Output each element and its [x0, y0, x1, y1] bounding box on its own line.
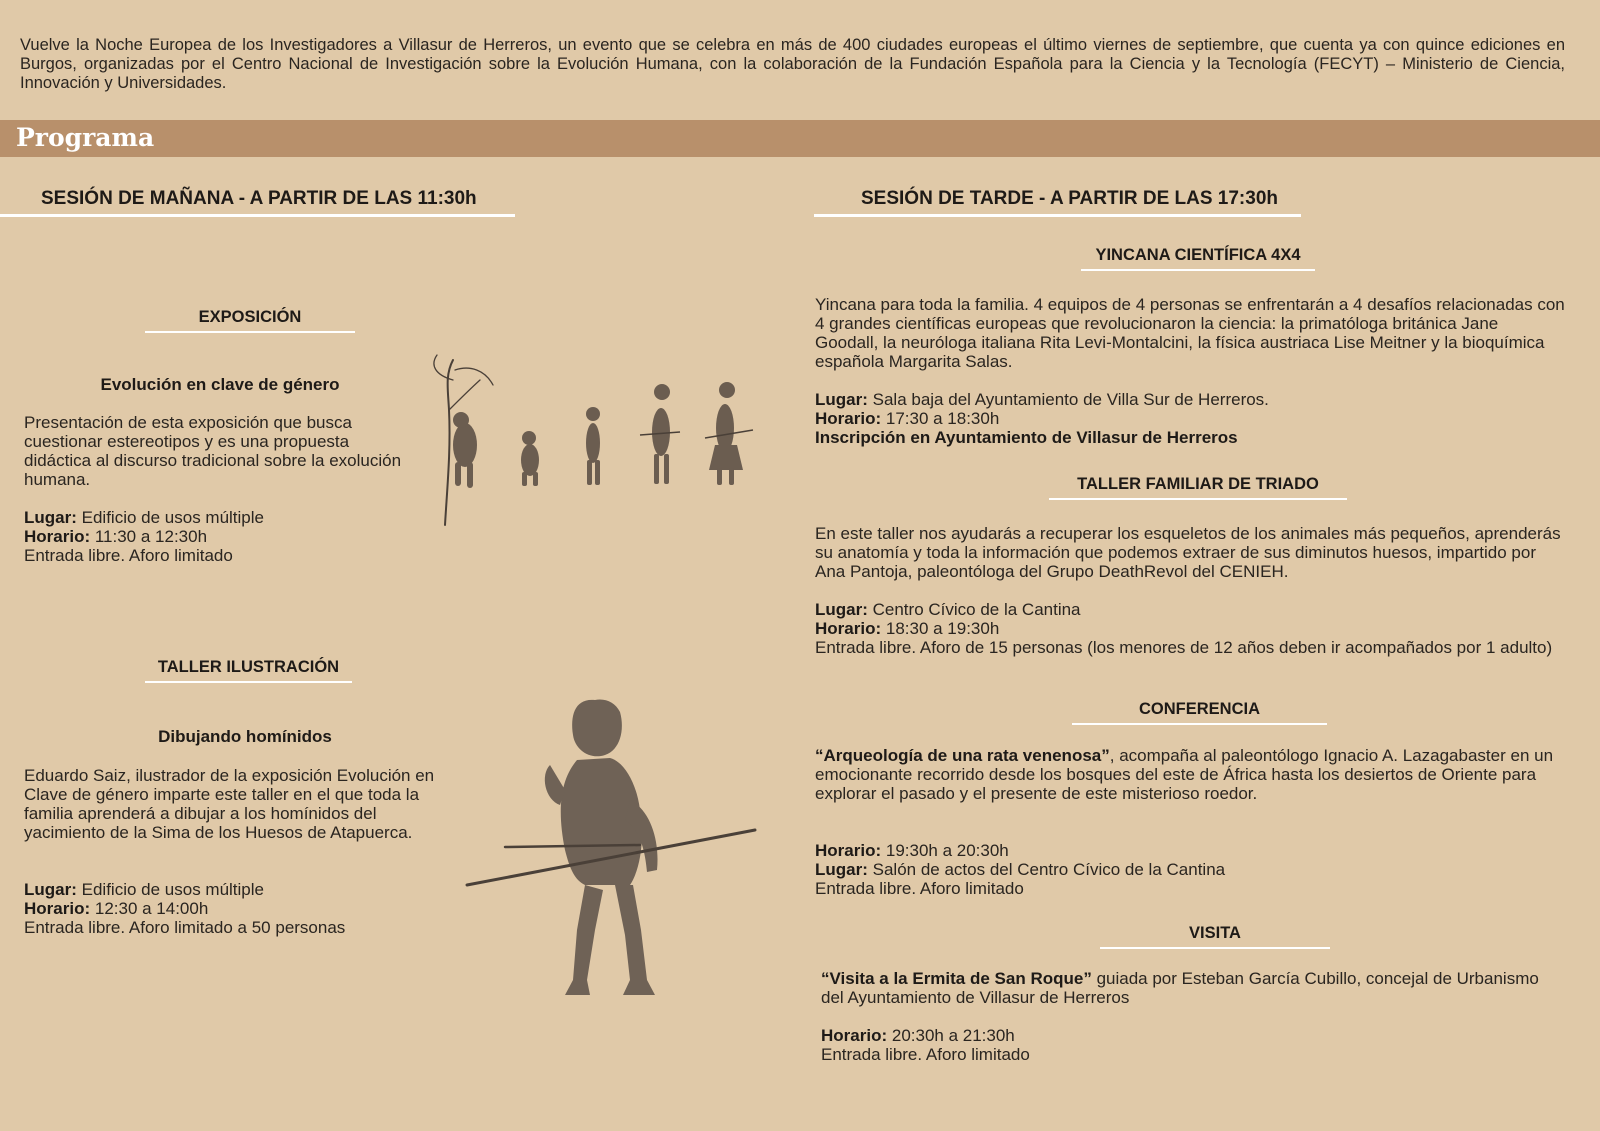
horario-label: Horario: [815, 409, 882, 428]
exposicion-subtitle: Evolución en clave de género [100, 375, 340, 394]
hominid-hunter-illustration [465, 690, 765, 1010]
entrada-text: Entrada libre. Aforo de 15 personas (los menores de 12 años deben ir acompañados por 1 adulto) [815, 638, 1553, 657]
morning-session-title: SESIÓN DE MAÑANA - A PARTIR DE LAS 11:30h [0, 188, 515, 217]
program-title: Programa [16, 123, 155, 152]
horario-value: 19:30h a 20:30h [885, 841, 1009, 860]
triado-details [815, 600, 1565, 657]
lugar-value: Centro Cívico de la Cantina [872, 600, 1081, 619]
taller-details [24, 880, 454, 937]
entrada-text: Entrada libre. Aforo limitado a 50 personas [24, 918, 346, 937]
visita-heading: VISITA [1100, 924, 1330, 949]
lugar-label: Lugar: [815, 600, 868, 619]
exposicion-details [24, 508, 424, 565]
horario-value: 20:30h a 21:30h [891, 1026, 1015, 1045]
lugar-label: Lugar: [815, 390, 868, 409]
talk-title: “Arqueología de una rata venenosa” [815, 746, 1110, 765]
yincana-heading: YINCANA CIENTÍFICA 4X4 [1081, 246, 1315, 271]
triado-description: En este taller nos ayudarás a recuperar los esqueletos de los animales más pequeños, aprenderás su anatomía y toda la información que podemos extraer de sus diminutos huesos, impartido por Ana Pantoja, paleontóloga del Grupo DeathRevol del CENIEH. [815, 524, 1561, 581]
lugar-label: Lugar: [24, 880, 77, 899]
visit-description: guiada por Esteban García Cubillo, concejal de Urbanismo del Ayuntamiento de Villasur de Herreros [821, 969, 1539, 1007]
horario-value: 18:30 a 19:30h [885, 619, 1000, 638]
program-banner [0, 120, 1600, 157]
horario-label: Horario: [24, 527, 91, 546]
talk-description: , acompaña al paleontólogo Ignacio A. Lazagabaster en un emocionante recorrido desde los bosques del este de África hasta los desiertos de Oriente para explorar el pasado y el presente de este misterioso roedor. [815, 746, 1554, 803]
afternoon-session-title: SESIÓN DE TARDE - A PARTIR DE LAS 17:30h [814, 188, 1301, 217]
lugar-label: Lugar: [815, 860, 868, 879]
exposicion-description: Presentación de esta exposición que busca cuestionar estereotipos y es una propuesta didáctica al discurso tradicional sobre la exolución humana. [24, 413, 402, 489]
horario-label: Horario: [815, 841, 882, 860]
lugar-value: Edificio de usos múltiple [81, 508, 264, 527]
yincana-details [815, 390, 1565, 447]
entrada-text: Entrada libre. Aforo limitado [821, 1045, 1030, 1064]
taller-ilustracion-heading: TALLER ILUSTRACIÓN [145, 658, 352, 683]
inscripcion-text: Inscripción en Ayuntamiento de Villasur de Herreros [815, 428, 1238, 447]
horario-value: 17:30 a 18:30h [885, 409, 1000, 428]
exposicion-heading: EXPOSICIÓN [145, 308, 355, 333]
lugar-value: Salón de actos del Centro Cívico de la Cantina [872, 860, 1226, 879]
taller-description: Eduardo Saiz, ilustrador de la exposición Evolución en Clave de género imparte este taller en el que toda la familia aprenderá a dibujar a los homínidos del yacimiento de la Sima de los Huesos de Atapuerca. [24, 766, 435, 842]
horario-value: 11:30 a 12:30h [94, 527, 208, 546]
visita-details [821, 1026, 1565, 1064]
lugar-value: Sala baja del Ayuntamiento de Villa Sur de Herreros. [872, 390, 1269, 409]
intro-paragraph: Vuelve la Noche Europea de los Investigadores a Villasur de Herreros, un evento que se celebra en más de 400 ciudades europeas el último viernes de septiembre, que cuenta ya con quince ediciones en Burgos, organizadas por el Centro Nacional de Investigación sobre la Evolución Humana, con la colaboración de la Fundación Española para la Ciencia y la Tecnología (FECYT) – Ministerio de Ciencia, Innovación y Universidades. [20, 36, 1565, 92]
horario-value: 12:30 a 14:00h [94, 899, 209, 918]
visit-title: “Visita a la Ermita de San Roque” [821, 969, 1092, 988]
visita-description [821, 969, 1565, 1007]
evolution-sequence-illustration [425, 350, 770, 530]
conferencia-description [815, 746, 1565, 803]
lugar-label: Lugar: [24, 508, 77, 527]
entrada-text: Entrada libre. Aforo limitado [24, 546, 233, 565]
taller-triado-heading: TALLER FAMILIAR DE TRIADO [1049, 475, 1347, 500]
lugar-value: Edificio de usos múltiple [81, 880, 264, 899]
horario-label: Horario: [815, 619, 882, 638]
yincana-description: Yincana para toda la familia. 4 equipos de 4 personas se enfrentarán a 4 desafíos relacionadas con 4 grandes científicas europeas que revolucionaron la ciencia: la primatóloga británica Jane Goodall, la neuróloga italiana Rita Levi-Montalcini, la física austriaca Lise Meitner y la bioquímica española Margarita Salas. [815, 295, 1565, 371]
entrada-text: Entrada libre. Aforo limitado [815, 879, 1024, 898]
conferencia-details [815, 841, 1565, 898]
conferencia-heading: CONFERENCIA [1072, 700, 1327, 725]
horario-label: Horario: [24, 899, 91, 918]
taller-subtitle: Dibujando homínidos [158, 727, 332, 746]
horario-label: Horario: [821, 1026, 888, 1045]
